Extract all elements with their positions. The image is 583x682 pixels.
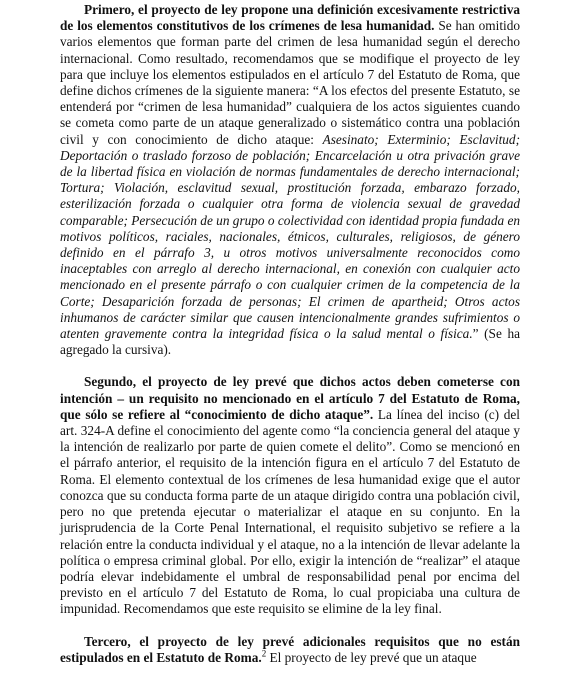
paragraph-tercero (60, 634, 520, 666)
paragraph-primero (60, 2, 520, 358)
italic-quote: Asesinato; Exterminio; Esclavitud; Deportación o traslado forzoso de población; Encarcelación u otra privación grave de la libertad física en violación de normas fundamentales de derecho internacional; Tortura; Violación, esclavitud sexual, prostitución forzada, embarazo forzado, esterilización forzada o cualquier otra forma de violencia sexual de gravedad comparable; Persecución de un grupo o colectividad con identidad propia fundada en motivos políticos, raciales, nacionales, étnicos, culturales, religiosos, de género definido en el párrafo 3, u otros motivos universalmente reconocidos como inaceptables con arreglo al derecho internacional, en conexión con cualquier acto mencionado en el presente párrafo o con cualquier crimen de la competencia de la Corte; Desaparición forzada de personas; El crimen de apartheid; Otros actos inhumanos de carácter similar que causen intencionalmente grandes sufrimientos o atenten gravemente contra la integridad física o la salud mental o física. (60, 131, 521, 342)
paragraph-body: Se han omitido varios elementos que forman parte del crimen de lesa humanidad según el derecho internacional. Como resultado, recomendamos que se modifique el proyecto de ley para que incluye los elementos estipulados en el artículo 7 del Estatuto de Roma, que define dichos crímenes de la siguiente manera: “A los efectos del presente Estatuto, se entenderá por “crimen de lesa humanidad” cualquiera de los actos siguientes cuando se cometa como parte de un ataque generalizado o sistemático contra una población civil y con conocimiento de dicho ataque: (60, 18, 521, 147)
paragraph-lead: Primero, el proyecto de ley propone una definición excesivamente restrictiva de los elementos constitutivos de los crímenes de lesa humanidad. (60, 2, 520, 34)
paragraph-body: El proyecto de ley prevé que un ataque (266, 649, 477, 665)
paragraph-segundo (60, 374, 520, 617)
footnote-marker[interactable]: 2 (261, 648, 267, 659)
paragraph-body-end: ” (Se ha agregado la cursiva). (60, 326, 520, 358)
paragraph-lead: Tercero, el proyecto de ley prevé adicionales requisitos que no están estipulados en el Estatuto de Roma. (60, 633, 520, 665)
document-page (60, 2, 520, 682)
paragraph-body: La línea del inciso (c) del art. 324-A define el conocimiento del agente como “la conciencia general del ataque y la intención de realizarlo por parte de quien comete el delito”. Como se mencionó en el párrafo anterior, el requisito de la intención figura en el artículo 7 del Estatuto de Roma. El elemento contextual de los crímenes de lesa humanidad exige que el autor conozca que su conducta forma parte de un ataque dirigido contra una población civil, pero no que pretenda ejecutar o materializar el ataque en su conjunto. En la jurisprudencia de la Corte Penal International, el requisito subjetivo se refiere a la relación entre la conducta individual y el ataque, no a la intención de llevar adelante la política o empresa criminal global. Por ello, exigir la intención de “realizar” el ataque podría elevar indebidamente el umbral de responsabilidad penal por encima del previsto en el artículo 7 del Estatuto de Roma, lo cual propiciaba una cultura de impunidad. Recomendamos que este requisito se elimine de la ley final. (60, 406, 521, 617)
paragraph-lead: Segundo, el proyecto de ley prevé que dichos actos deben cometerse con intención – un requisito no mencionado en el artículo 7 del Estatuto de Roma, que sólo se refiere al “conocimiento de dicho ataque”. (60, 374, 520, 422)
